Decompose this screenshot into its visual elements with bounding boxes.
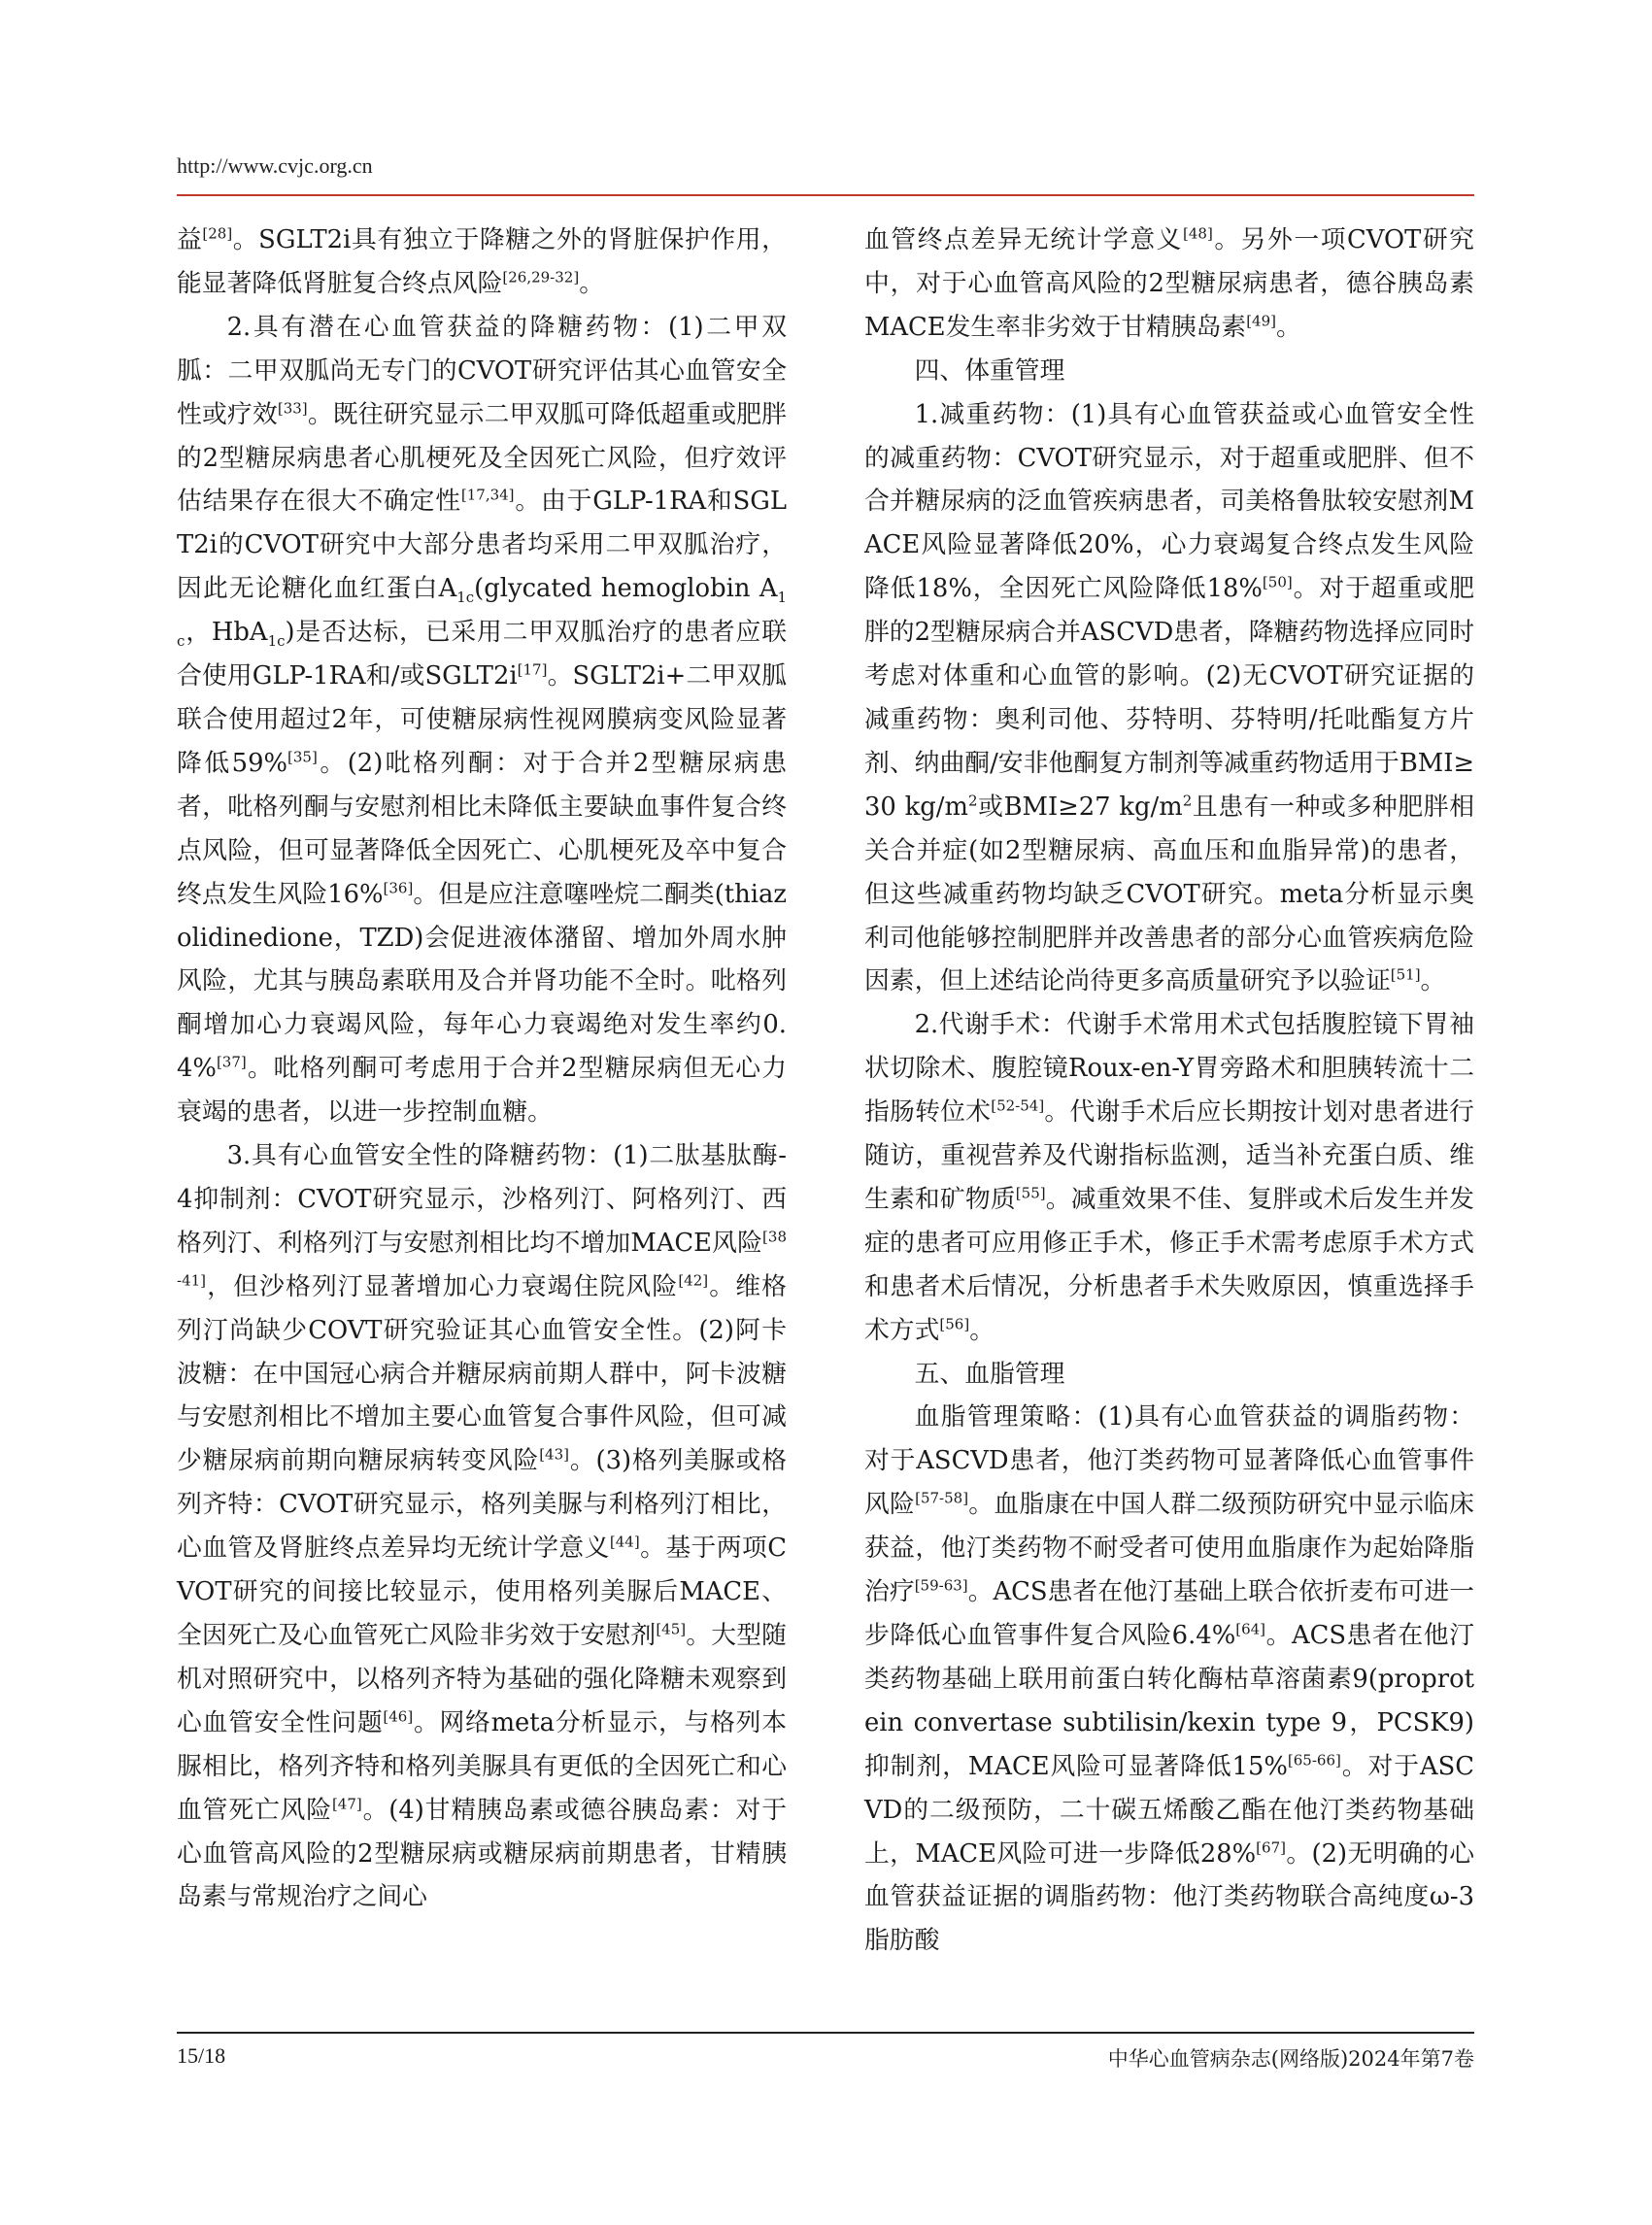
citation-ref: [64]: [1235, 1620, 1266, 1638]
citation-ref: 2: [1182, 792, 1193, 810]
text-run: ，HbA: [185, 618, 268, 648]
citation-ref: 2: [967, 792, 978, 810]
left-text-column: [177, 219, 787, 1919]
text-run: 。(2)无明确的心血管获益证据的调脂药物：他汀类药物联合高纯度ω-3脂肪酸: [864, 1838, 1474, 1956]
citation-ref: [38-41]: [177, 1228, 787, 1290]
citation-ref: [56]: [939, 1315, 970, 1333]
text-run: 。基于两项CVOT研究的间接比较显示，使用格列美脲后MACE、全因死亡及心血管死亡风险非劣效于安慰剂: [177, 1534, 787, 1650]
citation-ref: [51]: [1390, 965, 1421, 984]
footer-rule: [177, 2032, 1474, 2034]
citation-ref: [44]: [609, 1533, 640, 1551]
text-run: 。但是应注意噻唑烷二酮类(thiazolidinedione，TZD)会促进液体潴留、增加外周水肿风险，尤其与胰岛素联用及合并肾功能不全时。吡格列酮增加心力衰竭风险，每年心力衰竭绝对发生率约0.4%: [177, 879, 787, 1084]
citation-ref: [49]: [1246, 312, 1276, 330]
text-run: 血管终点差异无统计学意义: [864, 225, 1184, 254]
text-run: 且患有一种或多种肥胖相关合并症(如2型糖尿病、高血压和血脂异常)的患者，但这些减重药物均缺乏CVOT研究。meta分析显示奥利司他能够控制肥胖并改善患者的部分心血管疾病危险因素，但上述结论尚待更多高质量研究予以验证: [864, 792, 1474, 996]
text-run: 。: [579, 268, 604, 298]
text-run: )是否达标，已采用二甲双胍治疗的患者应联合使用GLP-1RA和/或SGLT2i: [177, 618, 787, 691]
citation-ref: [55]: [1015, 1184, 1046, 1202]
paragraph: [864, 1003, 1474, 1352]
text-run: 。ACS患者在他汀类药物基础上联用前蛋白转化酶枯草溶菌素9(proprotein convertase subtilisin/kexin type 9，PCSK9)抑制剂，MACE风险可显著降低15%: [864, 1621, 1474, 1781]
journal-url[interactable]: http://www.cvjc.org.cn: [177, 153, 373, 178]
citation-ref: [37]: [216, 1053, 247, 1071]
text-run: 。: [1275, 312, 1301, 342]
citation-ref: [48]: [1183, 224, 1213, 243]
citation-ref: [45]: [656, 1620, 687, 1638]
text-run: 。对于ASCVD的二级预防，二十碳五烯酸乙酯在他汀类药物基础上，MACE风险可进一步降低28%: [864, 1751, 1474, 1869]
subscript: 1c: [456, 589, 475, 607]
text-run: 。: [969, 1315, 995, 1345]
citation-ref: [46]: [383, 1707, 414, 1726]
paragraph: [177, 219, 787, 306]
text-run: 。代谢手术后应长期按计划对患者进行随访，重视营养及代谢指标监测，适当补充蛋白质、维生素和矿物质: [864, 1097, 1474, 1214]
subscript: 1c: [267, 632, 286, 651]
text-run: 。(4)甘精胰岛素或德谷胰岛素：对于心血管高风险的2型糖尿病或糖尿病前期患者，甘精胰岛素与常规治疗之间心: [177, 1795, 787, 1912]
citation-ref: [59-63]: [914, 1576, 968, 1595]
text-run: 益: [177, 225, 203, 254]
citation-ref: [17]: [517, 660, 548, 679]
citation-ref: [42]: [678, 1271, 709, 1290]
text-run: 。减重效果不佳、复胖或术后发生并发症的患者可应用修正手术，修正手术需考虑原手术方式和患者术后情况，分析患者手术失败原因，慎重选择手术方式: [864, 1184, 1474, 1345]
citation-ref: [33]: [277, 399, 308, 418]
citation-ref: [17,34]: [460, 486, 515, 504]
text-run: 。(3)格列美脲或格列齐特：CVOT研究显示，格列美脲与利格列汀相比，心血管及肾脏终点差异均无统计学意义: [177, 1446, 787, 1564]
text-run: 1.减重药物：(1)具有心血管获益或心血管安全性的减重药物：CVOT研究显示，对于超重或肥胖、但不合并糖尿病的泛血管疾病患者，司美格鲁肽较安慰剂MACE风险显著降低20%，心力衰竭复合终点发生风险降低18%，全因死亡风险降低18%: [864, 399, 1474, 604]
text-run: 2.具有潜在心血管获益的降糖药物：(1)二甲双胍：二甲双胍尚无专门的CVOT研究评估其心血管安全性或疗效: [177, 312, 787, 429]
paragraph: [864, 393, 1474, 1004]
text-run: 。SGLT2i具有独立于降糖之外的肾脏保护作用，能显著降低肾脏复合终点风险: [177, 225, 787, 298]
journal-citation: 中华心血管病杂志(网络版)2024年第7卷: [1107, 2047, 1474, 2071]
text-run: 。大型随机对照研究中，以格列齐特为基础的强化降糖未观察到心血管安全性问题: [177, 1621, 787, 1737]
citation-ref: [26,29-32]: [502, 268, 580, 287]
citation-ref: [52-54]: [991, 1096, 1045, 1115]
paragraph: [864, 219, 1474, 350]
citation-ref: [67]: [1256, 1837, 1286, 1856]
citation-ref: [50]: [1262, 573, 1293, 591]
text-run: 。既往研究显示二甲双胍可降低超重或肥胖的2型糖尿病患者心肌梗死及全因死亡风险，但疗效评估结果存在很大不确定性: [177, 399, 787, 517]
text-run: 。由于GLP-1RA和SGLT2i的CVOT研究中大部分患者均采用二甲双胍治疗，因此无论糖化血红蛋白A: [177, 487, 787, 604]
citation-ref: [43]: [539, 1445, 569, 1464]
paragraph: [864, 350, 1474, 393]
text-run: 血脂管理策略：(1)具有心血管获益的调脂药物：对于ASCVD患者，他汀类药物可显著降低心血管事件风险: [864, 1402, 1474, 1520]
text-run: 或BMI≥27 kg/m: [977, 792, 1183, 822]
text-run: 四、体重管理: [914, 355, 1065, 386]
text-run: 。对于超重或肥胖的2型糖尿病合并ASCVD患者，降糖药物选择应同时考虑对体重和心血管的影响。(2)无CVOT研究证据的减重药物：奥利司他、芬特明、芬特明/托吡酯复方片剂、纳曲酮/安非他酮复方制剂等减重药物适用于BMI≥30 kg/m: [864, 574, 1474, 822]
text-run: 。网络meta分析显示，与格列本脲相比，格列齐特和格列美脲具有更低的全因死亡和心血管死亡风险: [177, 1707, 787, 1825]
text-run: 。维格列汀尚缺少COVT研究验证其心血管安全性。(2)阿卡波糖：在中国冠心病合并糖尿病前期人群中，阿卡波糖与安慰剂相比不增加主要心血管复合事件风险，但可减少糖尿病前期向糖尿病转变风险: [177, 1271, 787, 1476]
paragraph: [864, 1353, 1474, 1397]
text-run: (glycated hemoglobin A: [474, 574, 778, 604]
page-number: 15/18: [177, 2043, 226, 2068]
citation-ref: [65-66]: [1287, 1751, 1341, 1770]
text-run: 2.代谢手术：代谢手术常用术式包括腹腔镜下胃袖状切除术、腹腔镜Roux-en-Y胃旁路术和胆胰转流十二指肠转位术: [864, 1010, 1474, 1128]
text-run: 。血脂康在中国人群二级预防研究中显示临床获益，他汀类药物不耐受者可使用血脂康作为起始降脂治疗: [864, 1490, 1474, 1607]
citation-ref: [36]: [383, 879, 414, 896]
subscript: 1c: [177, 589, 787, 651]
text-run: 。另外一项CVOT研究中，对于心血管高风险的2型糖尿病患者，德谷胰岛素MACE发生率非劣效于甘精胰岛素: [864, 225, 1474, 342]
text-run: 。ACS患者在他汀基础上联合依折麦布可进一步降低心血管事件复合风险6.4%: [864, 1577, 1474, 1650]
header-rule: [177, 194, 1474, 196]
citation-ref: [57-58]: [915, 1489, 969, 1507]
citation-ref: [28]: [202, 224, 233, 243]
right-text-column: [864, 219, 1474, 1963]
text-run: ，但沙格列汀显著增加心力衰竭住院风险: [206, 1271, 679, 1301]
text-run: 3.具有心血管安全性的降糖药物：(1)二肽基肽酶-4抑制剂：CVOT研究显示，沙格列汀、阿格列汀、西格列汀、利格列汀与安慰剂相比均不增加MACE风险: [177, 1141, 787, 1258]
citation-ref: [35]: [287, 748, 318, 766]
text-run: 。SGLT2i+二甲双胍联合使用超过2年，可使糖尿病性视网膜病变风险显著降低59%: [177, 661, 787, 778]
text-run: 。吡格列酮可考虑用于合并2型糖尿病但无心力衰竭的患者，以进一步控制血糖。: [177, 1054, 787, 1128]
paragraph: [177, 1134, 787, 1919]
paragraph: [177, 306, 787, 1134]
text-run: 。: [1420, 966, 1446, 996]
paragraph: [864, 1396, 1474, 1963]
text-run: 五、血脂管理: [914, 1359, 1065, 1389]
citation-ref: [47]: [331, 1795, 362, 1813]
text-run: 。(2)吡格列酮：对于合并2型糖尿病患者，吡格列酮与安慰剂相比未降低主要缺血事件复合终点风险，但可显著降低全因死亡、心肌梗死及卒中复合终点发生风险16%: [177, 748, 787, 909]
